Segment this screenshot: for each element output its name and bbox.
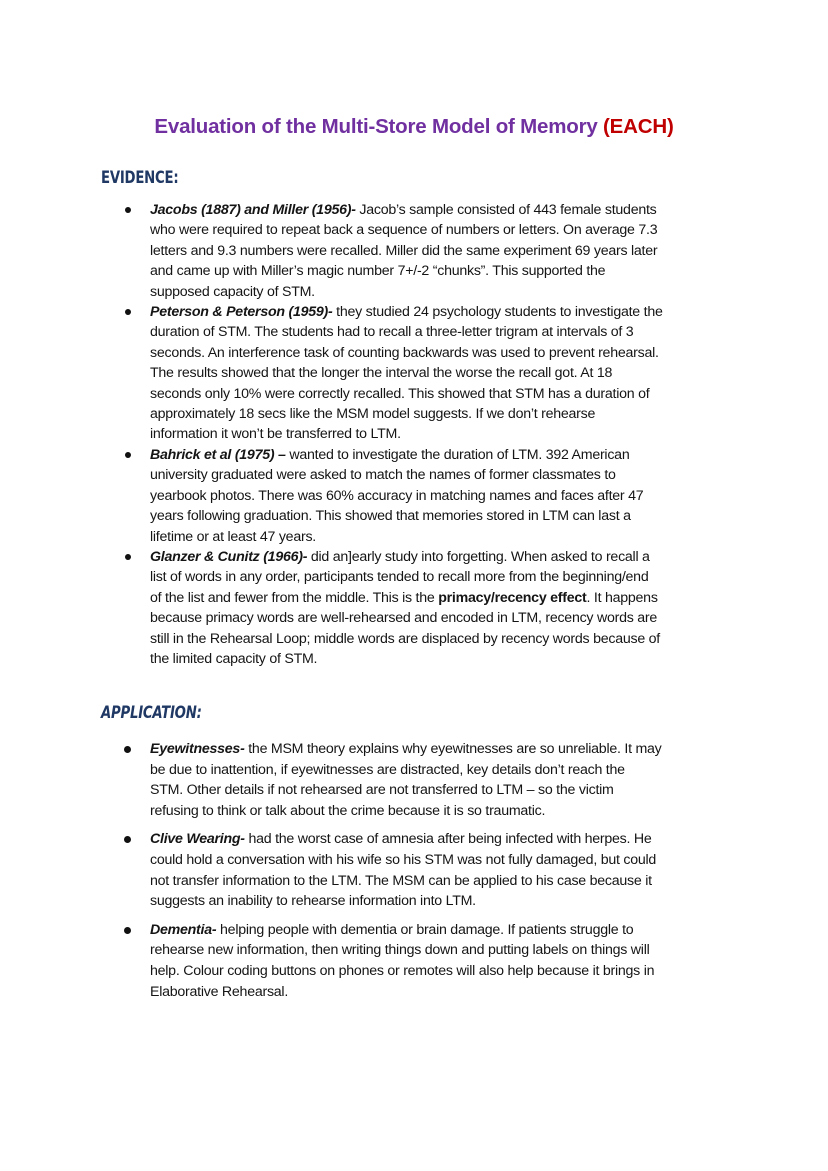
evidence-item-jacobs-miller: [121, 200, 741, 302]
list-item-line: Glanzer & Cunitz (1966)- did an]early study into forgetting. When asked to recall a: [150, 548, 650, 565]
list-item-line: lifetime or at least 47 years.: [150, 528, 316, 545]
list-item-line: Clive Wearing- had the worst case of amnesia after being infected with herpes. He: [150, 831, 652, 848]
list-item-line: years following graduation. This showed that memories stored in LTM can last a: [150, 508, 631, 525]
list-item-line: of the list and fewer from the middle. This is the primacy/recency effect. It happens: [150, 589, 658, 606]
evidence-item-peterson: [121, 302, 741, 445]
list-item-line: seconds only 10% were correctly recalled. This showed that STM has a duration of: [150, 385, 650, 402]
page-title-main: Evaluation of the Multi-Store Model of Memory: [154, 114, 604, 138]
bullet-icon: [125, 207, 131, 213]
list-item-line: STM. Other details if not rehearsed are not transferred to LTM – so the victim: [150, 782, 614, 799]
item-lead: Jacobs (1887) and Miller (1956)-: [150, 202, 356, 218]
section-heading-application: APPLICATION:: [101, 703, 202, 723]
list-item-line: could hold a conversation with his wife so his STM was not fully damaged, but could: [150, 851, 657, 868]
list-item-line: seconds. An interference task of counting backwards was used to prevent rehearsal.: [150, 344, 659, 361]
item-lead: Bahrick et al (1975) –: [150, 446, 286, 463]
item-lead: Peterson & Peterson (1959)-: [150, 304, 333, 321]
list-item-line: be due to inattention, if eyewitnesses are distracted, key details don’t reach the: [150, 761, 625, 778]
list-item-line: Bahrick et al (1975) – wanted to investigate the duration of LTM. 392 American: [150, 446, 630, 463]
list-item-line: approximately 18 secs like the MSM model suggests. If we don’t rehearse: [150, 406, 596, 423]
item-lead: Clive Wearing-: [150, 831, 245, 848]
list-item-line: The results showed that the longer the interval the worse the recall got. At 18: [150, 365, 613, 382]
list-item-line: duration of STM. The students had to recall a three-letter trigram at intervals of 3: [150, 324, 634, 341]
list-item-line: still in the Rehearsal Loop; middle words are displaced by recency words because of: [150, 630, 660, 647]
bullet-icon: [124, 927, 131, 934]
list-item-line: the limited capacity of STM.: [150, 650, 318, 667]
list-item-line: suggests an inability to rehearse information into LTM.: [150, 893, 476, 910]
item-lead: Glanzer & Cunitz (1966)-: [150, 548, 308, 565]
list-item-line: Dementia- helping people with dementia or brain damage. If patients struggle to: [150, 921, 634, 938]
list-item-line: not transfer information to the LTM. The MSM can be applied to his case because it: [150, 872, 652, 889]
evidence-item-bahrick: [121, 445, 741, 547]
list-item-line: and came up with Miller’s magic number 7+/-2 “chunks”. This supported the: [150, 263, 606, 280]
page-title-accent: (EACH): [603, 114, 674, 138]
list-item-line: Eyewitnesses- the MSM theory explains why eyewitnesses are so unreliable. It may: [150, 741, 662, 757]
key-term: primacy/recency effect: [438, 589, 587, 606]
bullet-icon: [124, 746, 131, 753]
item-lead: Dementia-: [150, 921, 217, 938]
list-item-line: Elaborative Rehearsal.: [150, 983, 289, 1000]
list-item-line: rehearse new information, then writing things down and putting labels on things will: [150, 942, 650, 959]
application-item-clive-wearing: [121, 829, 741, 911]
bullet-icon: [125, 554, 131, 560]
list-item-line: Peterson & Peterson (1959)- they studied 24 psychology students to investigate the: [150, 304, 663, 321]
list-item-line: yearbook photos. There was 60% accuracy in matching names and faces after 47: [150, 487, 644, 504]
item-lead: Eyewitnesses-: [150, 741, 245, 757]
list-item-line: list of words in any order, participants tended to recall more from the beginning/end: [150, 569, 649, 586]
application-item-dementia: [121, 920, 741, 1002]
evidence-list: [121, 200, 741, 669]
bullet-icon: [125, 452, 131, 458]
section-heading-evidence: EVIDENCE:: [101, 168, 179, 188]
application-item-eyewitnesses: [121, 739, 741, 821]
list-item-line: information it won’t be transferred to LTM.: [150, 426, 401, 443]
bullet-icon: [124, 836, 131, 843]
list-item-line: who were required to repeat back a sequence of numbers or letters. On average 7.3: [150, 222, 658, 239]
list-item-line: supposed capacity of STM.: [150, 283, 315, 300]
page-title: [0, 115, 828, 139]
list-item-line: refusing to think or talk about the crime because it is so traumatic.: [150, 802, 546, 819]
application-list: [121, 739, 741, 1010]
list-item-line: letters and 9.3 numbers were recalled. Miller did the same experiment 69 years later: [150, 242, 658, 259]
evidence-item-glanzer-cunitz: [121, 547, 741, 669]
list-item-line: university graduated were asked to match the names of former classmates to: [150, 467, 616, 484]
list-item-line: help. Colour coding buttons on phones or remotes will also help because it brings in: [150, 962, 655, 979]
bullet-icon: [125, 309, 131, 315]
list-item-line: because primacy words are well-rehearsed and encoded in LTM, recency words are: [150, 610, 658, 627]
list-item-line: Jacobs (1887) and Miller (1956)- Jacob’s sample consisted of 443 female students: [150, 202, 657, 218]
